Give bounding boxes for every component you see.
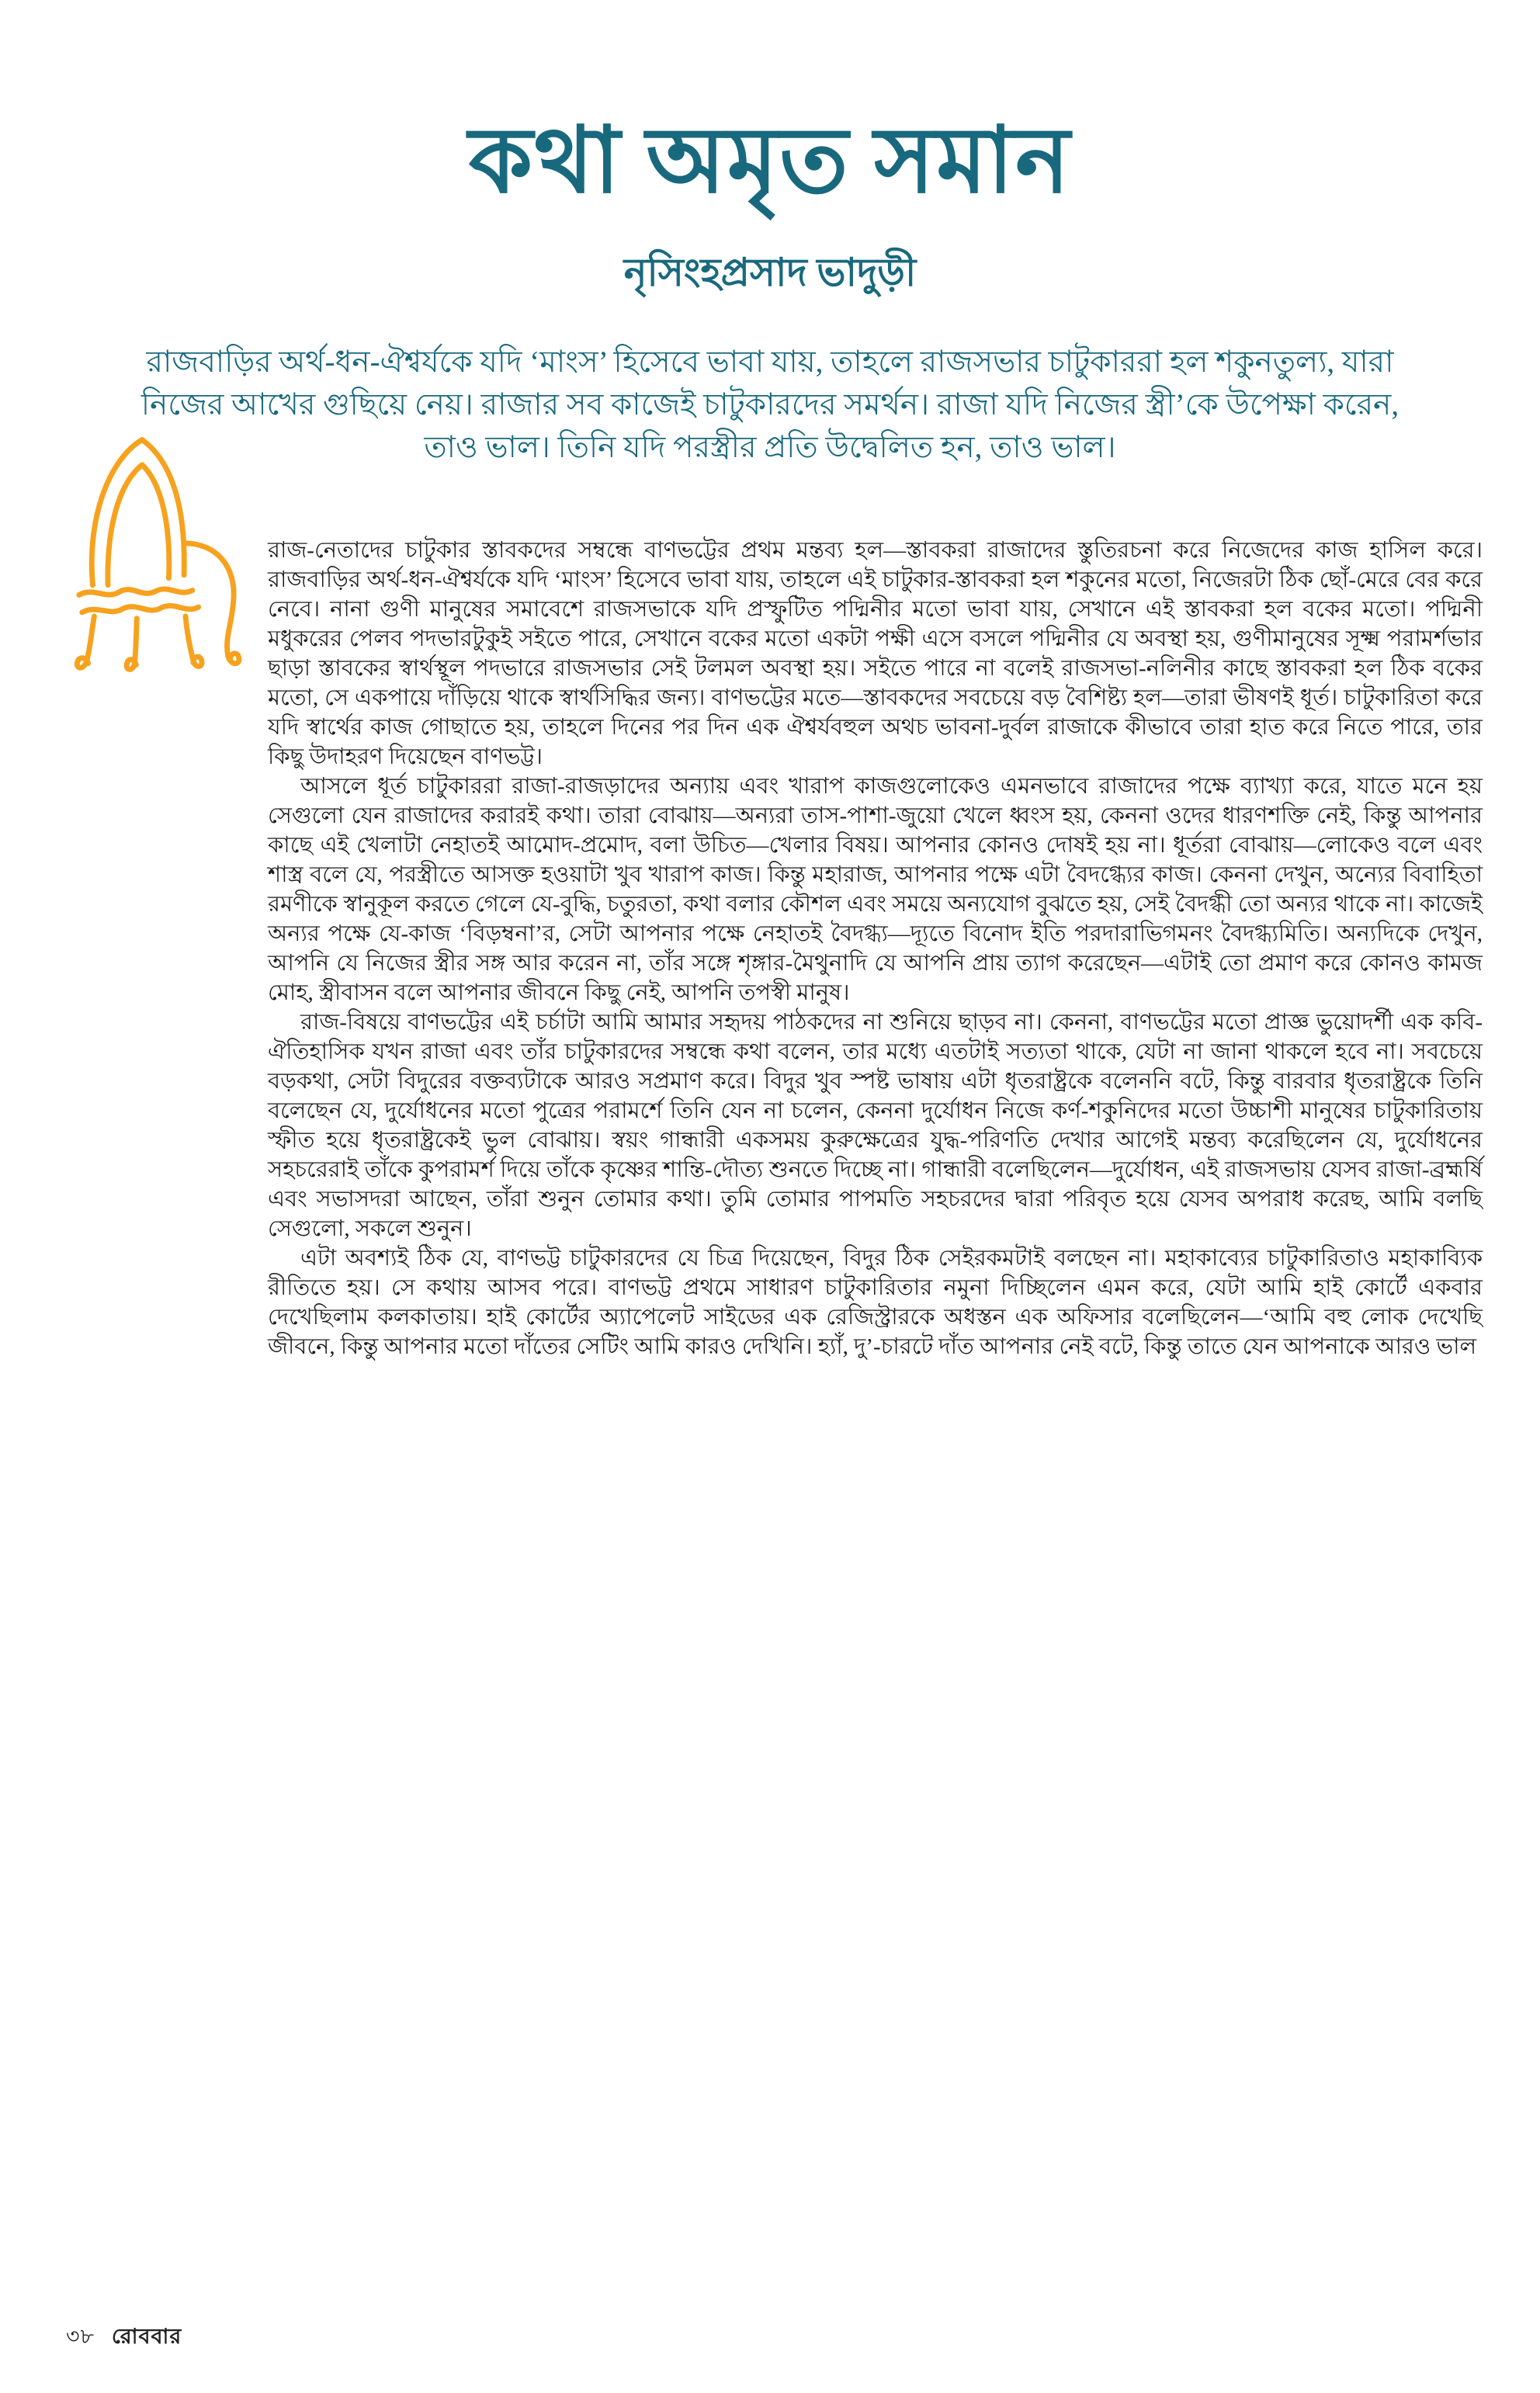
page-footer xyxy=(66,2321,182,2356)
article-header xyxy=(0,109,1540,470)
page-number: ৩৮ xyxy=(66,2325,95,2348)
magazine-name: রোববার xyxy=(111,2325,182,2348)
body-paragraph-3: রাজ-বিষয়ে বাণভট্টের এই চর্চাটা আমি আমার সহৃদয় পাঠকদের না শুনিয়ে ছাড়ব না। কেননা, বাণভট্টের মতো প্রাজ্ঞ ভুয়োদর্শী এক কবি-ঐতিহাসিক যখন রাজা এবং তাঁর চাটুকারদের সম্বন্ধে কথা বলেন, তার মধ্যে এতটাই সত্যতা থাকে, যেটা না জানা থাকলে হবে না। সবচেয়ে বড়কথা, সেটা বিদুরের বক্তব্যটাকে আরও সপ্রমাণ করে। বিদুর খুব স্পষ্ট ভাষায় এটা ধৃতরাষ্ট্রকে বলেননি বটে, কিন্তু বারবার ধৃতরাষ্ট্রকে তিনি বলেছেন যে, দুর্যোধনের মতো পুত্রের পরামর্শে তিনি যেন না চলেন, কেননা দুর্যোধন নিজে কর্ণ-শকুনিদের মতো উচ্চাশী মানুষের চাটুকারিতায় স্ফীত হয়ে ধৃতরাষ্ট্রকেই ভুল বোঝায়। স্বয়ং গান্ধারী একসময় কুরুক্ষেত্রের যুদ্ধ-পরিণতি দেখার আগেই মন্তব্য করেছিলেন যে, দুর্যোধনের সহচরেরাই তাঁকে কুপরামর্শ দিয়ে তাঁকে কৃষ্ণের শান্তি-দৌত্য শুনতে দিচ্ছে না। গান্ধারী বলেছিলেন—দুর্যোধন, এই রাজসভায় যেসব রাজা-ব্রহ্মর্ষি এবং সভাসদরা আছেন, তাঁরা শুনুন তোমার কথা। তুমি তোমার পাপমতি সহচরদের দ্বারা পরিবৃত হয়ে যেসব অপরাধ করেছ, আমি বলছি সেগুলো, সকলে শুনুন। xyxy=(268,1010,1483,1241)
article-lede: রাজবাড়ির অর্থ-ধন-ঐশ্বর্যকে যদি ‘মাংস’ হিসেবে ভাবা যায়, তাহলে রাজসভার চাটুকাররা হল শকুনতুল্য, যারা নিজের আখের গুছিয়ে নেয়। রাজার সব কাজেই চাটুকারদের সমর্থন। রাজা যদি নিজের স্ত্রী’কে উপেক্ষা করেন, তাও ভাল। তিনি যদি পরস্ত্রীর প্রতি উদ্বেলিত হন, তাও ভাল। xyxy=(140,345,1400,465)
author-name: নৃসিংহপ্রসাদ ভাদুড়ী xyxy=(623,250,917,294)
chair-line-drawing-icon xyxy=(71,428,262,681)
article-body xyxy=(268,536,1483,1361)
body-paragraph-2: আসলে ধূর্ত চাটুকাররা রাজা-রাজড়াদের অন্যায় এবং খারাপ কাজগুলোকেও এমনভাবে রাজাদের পক্ষে ব্যাখ্যা করে, যাতে মনে হয় সেগুলো যেন রাজাদের করারই কথা। তারা বোঝায়—অন্যরা তাস-পাশা-জুয়ো খেলে ধ্বংস হয়, কেননা ওদের ধারণশক্তি নেই, কিন্তু আপনার কাছে এই খেলাটা নেহাতই আমোদ-প্রমোদ, বলা উচিত—খেলার বিষয়। আপনার কোনও দোষই হয় না। ধূর্তরা বোঝায়—লোকেও বলে এবং শাস্ত্র বলে যে, পরস্ত্রীতে আসক্ত হওয়াটা খুব খারাপ কাজ। কিন্তু মহারাজ, আপনার পক্ষে এটা বৈদগ্ধ্যের কাজ। কেননা দেখুন, অন্যের বিবাহিতা রমণীকে স্বানুকূল করতে গেলে যে-বুদ্ধি, চতুরতা, কথা বলার কৌশল এবং সময়ে অন্যযোগ বুঝতে হয়, সেই বৈদগ্ধী তো অন্যর থাকে না। কাজেই অন্যর পক্ষে যে-কাজ ‘বিড়ম্বনা’র, সেটা আপনার পক্ষে নেহাতই বৈদগ্ধ্য—দ্যূতে বিনোদ ইতি পরদারাভিগমনং বৈদগ্ধ্যমিতি। অন্যদিকে দেখুন, আপনি যে নিজের স্ত্রীর সঙ্গ আর করেন না, তাঁর সঙ্গে শৃঙ্গার-মৈথুনাদি যে আপনি প্রায় ত্যাগ করেছেন—এটাই তো প্রমাণ করে কোনও কামজ মোহ, স্ত্রীবাসন বলে আপনার জীবনে কিছু নেই, আপনি তপস্বী মানুষ। xyxy=(268,774,1483,1005)
chair-illustration xyxy=(71,428,262,681)
body-paragraph-4: এটা অবশ্যই ঠিক যে, বাণভট্ট চাটুকারদের যে চিত্র দিয়েছেন, বিদুর ঠিক সেইরকমটাই বলছেন না। মহাকাব্যের চাটুকারিতাও মহাকাব্যিক রীতিতে হয়। সে কথায় আসব পরে। বাণভট্ট প্রথমে সাধারণ চাটুকারিতার নমুনা দিচ্ছিলেন এমন করে, যেটা আমি হাই কোর্টে একবার দেখেছিলাম কলকাতায়। হাই কোর্টের অ্যাপেলেট সাইডের এক রেজিস্ট্রারকে অধস্তন এক অফিসার বলেছিলেন—‘আমি বহু লোক দেখেছি জীবনে, কিন্তু আপনার মতো দাঁতের সেটিং আমি কারও দেখিনি। হ্যাঁ, দু’-চারটে দাঁত আপনার নেই বটে, কিন্তু তাতে যেন আপনাকে আরও ভাল xyxy=(268,1246,1483,1359)
page-title: কথা অমৃত সমান xyxy=(468,110,1072,212)
body-paragraph-1: রাজ-নেতাদের চাটুকার স্তাবকদের সম্বন্ধে বাণভট্টের প্রথম মন্তব্য হল—স্তাবকরা রাজাদের স্তুতিরচনা করে নিজেদের কাজ হাসিল করে। রাজবাড়ির অর্থ-ধন-ঐশ্বর্যকে যদি ‘মাংস’ হিসেবে ভাবা যায়, তাহলে এই চাটুকার-স্তাবকরা হল শকুনের মতো, নিজেরটা ঠিক ছোঁ-মেরে বের করে নেবে। নানা গুণী মানুষের সমাবেশে রাজসভাকে যদি প্রস্ফুটিত পদ্মিনীর মতো ভাবা যায়, সেখানে এই স্তাবকরা হল বকের মতো। পদ্মিনী মধুকরের পেলব পদভারটুকুই সইতে পারে, সেখানে বকের মতো একটা পক্ষী এসে বসলে পদ্মিনীর যে অবস্থা হয়, গুণীমানুষের সূক্ষ্ম পরামর্শভার ছাড়া স্তাবকের স্বার্থস্থূল পদভারে রাজসভার সেই টলমল অবস্থা হয়। সইতে পারে না বলেই রাজসভা-নলিনীর কাছে স্তাবকরা হল ঠিক বকের মতো, সে একপায়ে দাঁড়িয়ে থাকে স্বার্থসিদ্ধির জন্য। বাণভট্টের মতে—স্তাবকদের সবচেয়ে বড় বৈশিষ্ট্য হল—তারা ভীষণই ধূর্ত। চাটুকারিতা করে যদি স্বার্থের কাজ গোছাতে হয়, তাহলে দিনের পর দিন এক ঐশ্বর্যবহুল অথচ ভাবনা-দুর্বল রাজাকে কীভাবে তারা হাত করে নিতে পারে, তার কিছু উদাহরণ দিয়েছেন বাণভট্ট। xyxy=(268,538,1483,769)
